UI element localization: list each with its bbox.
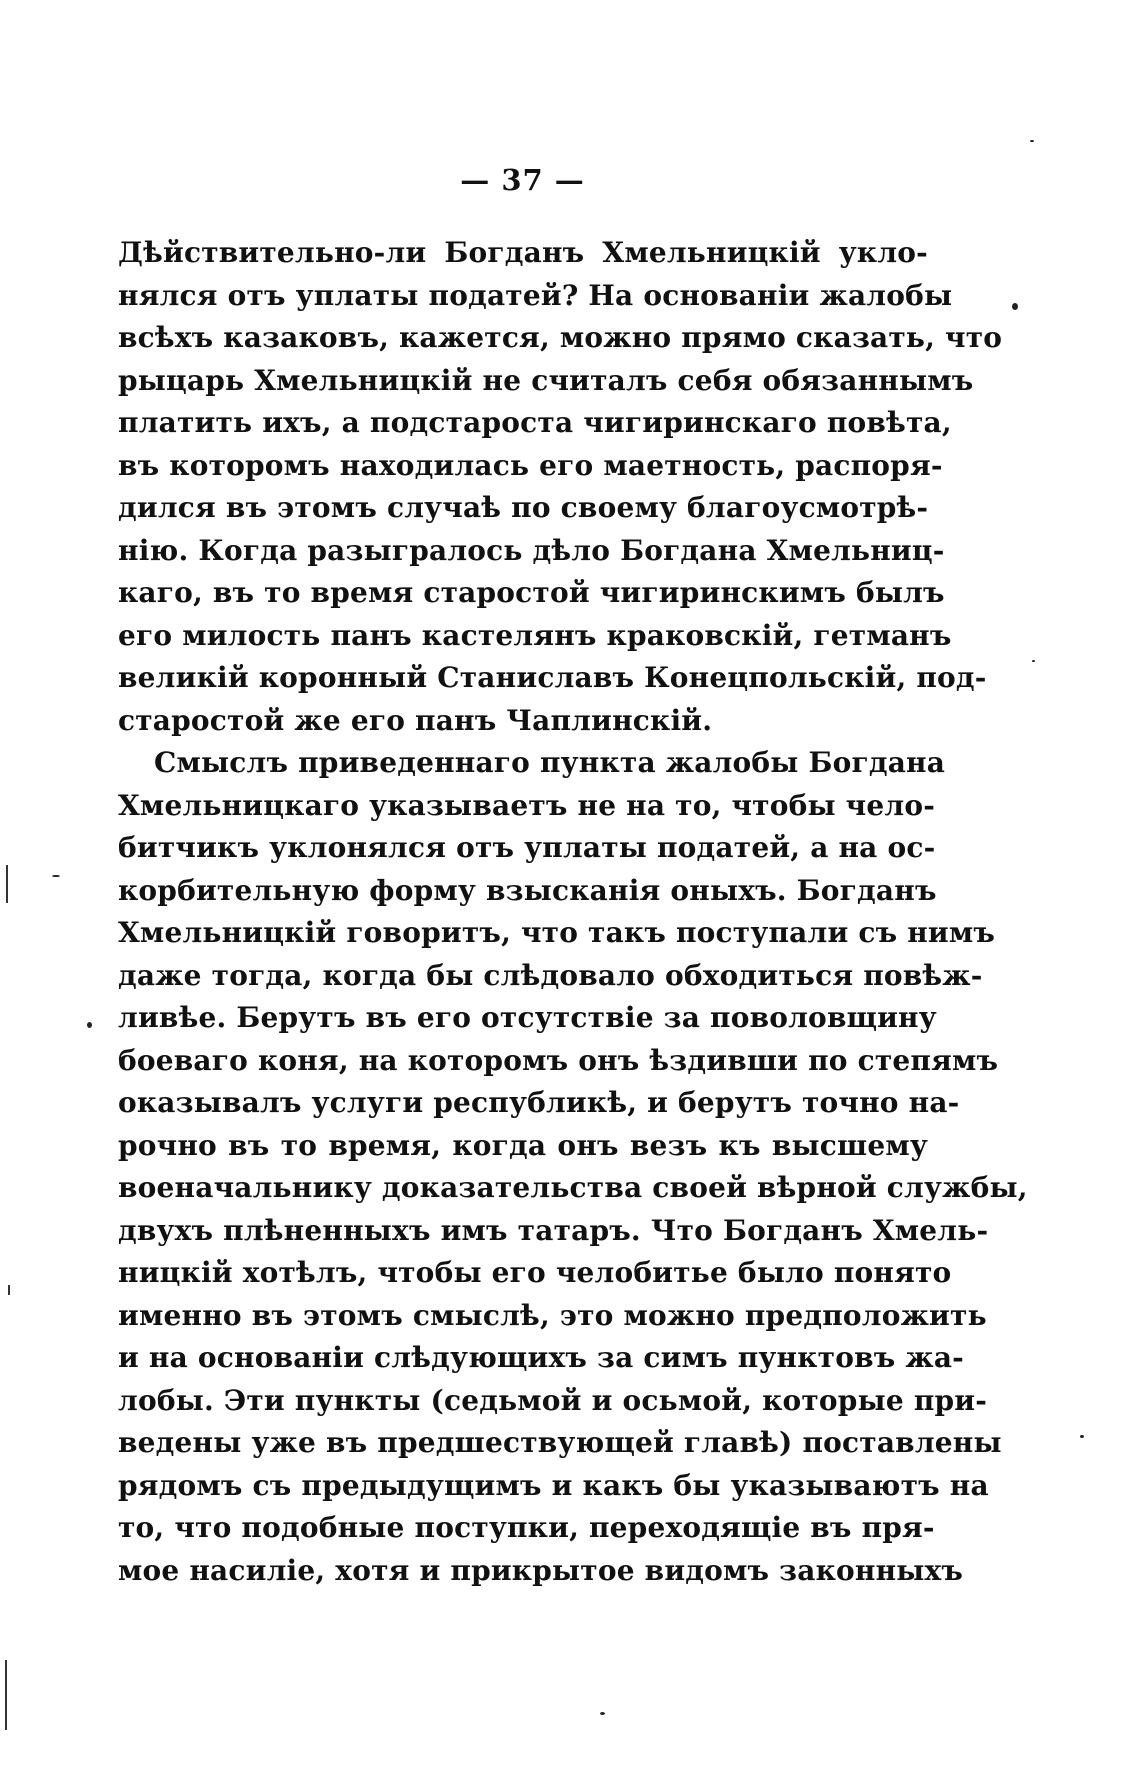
text-line: дился въ этомъ случаѣ по своему благоусмотрѣ- [118,491,929,524]
text-line: нялся отъ уплаты податей? На основаніи жалобы [118,278,953,312]
scan-speck [1030,140,1034,142]
text-line: битчикъ уклонялся отъ уплаты податей, а на ос- [118,831,936,864]
text-line: рочно въ то время, когда онъ везъ къ высшему [118,1128,928,1162]
text-line: ницкій хотѣлъ, чтобы его челобитье было понято [118,1256,952,1289]
text-line: Дѣйствительно-ли Богданъ Хмельницкій укло- [118,236,928,269]
text-line: корбительную форму взысканія оныхъ. Богданъ [118,873,937,907]
text-line: каго, въ то время старостой чигиринскимъ былъ [118,576,945,609]
text-line: великій коронный Станиславъ Конецпольскій, под- [118,661,987,694]
text-line: мое насиліе, хотя и прикрытое видомъ законныхъ [118,1553,964,1587]
text-line: Смыслъ приведеннаго пункта жалобы Богдана [154,746,946,779]
text-line: именно въ этомъ смыслѣ, это можно предположить [118,1298,987,1332]
text-line: оказывалъ услуги республикѣ, и берутъ точно на- [118,1086,960,1119]
text-line: военачальнику доказательства своей вѣрной службы, [118,1171,1028,1204]
text-line: его милость панъ кастелянъ краковскій, гетманъ [118,618,952,652]
text-line: нію. Когда разыгралось дѣло Богдана Хмельниц- [118,533,945,567]
scan-speck [1080,1435,1084,1438]
scan-speck [600,1712,605,1715]
scan-speck [52,875,60,877]
text-line: Хмельницкій говоритъ, что такъ поступали съ нимъ [118,916,996,949]
scan-speck [1032,660,1035,662]
text-line: ливѣе. Берутъ въ его отсутствіе за поволовщину [118,1001,937,1034]
page-number: — 37 — [460,163,585,197]
scan-edge-mark [6,865,8,903]
text-line: и на основаніи слѣдующихъ за симъ пунктовъ жа- [118,1341,965,1374]
text-line: то, что подобные поступки, переходящіе въ пря- [118,1511,935,1544]
text-line: рыцарь Хмельницкій не считалъ себя обязаннымъ [118,363,974,397]
scan-speck [1012,303,1018,310]
body-text [118,232,1028,1592]
text-line: даже тогда, когда бы слѣдовало обходиться повѣж- [118,958,983,992]
scan-edge-mark [8,1285,10,1295]
text-line: платить ихъ, а подстароста чигиринскаго повѣта, [118,406,952,439]
text-line: лобы. Эти пункты (седьмой и осьмой, которые при- [118,1383,988,1417]
text-line: боеваго коня, на которомъ онъ ѣздивши по степямъ [118,1043,999,1077]
scan-speck [87,1022,92,1028]
scan-edge-mark [5,1660,7,1730]
text-line: старостой же его панъ Чаплинскій. [118,703,713,737]
text-line: всѣхъ казаковъ, кажется, можно прямо сказать, что [118,321,1003,354]
text-line: въ которомъ находилась его маетность, распоря- [118,448,943,482]
text-line: ведены уже въ предшествующей главѣ) поставлены [118,1426,1002,1459]
text-line: Хмельницкаго указываетъ не на то, чтобы чело- [118,788,936,822]
text-line: рядомъ съ предыдущимъ и какъ бы указываютъ на [118,1468,989,1502]
text-line: двухъ плѣненныхъ имъ татаръ. Что Богданъ Хмель- [118,1213,989,1247]
